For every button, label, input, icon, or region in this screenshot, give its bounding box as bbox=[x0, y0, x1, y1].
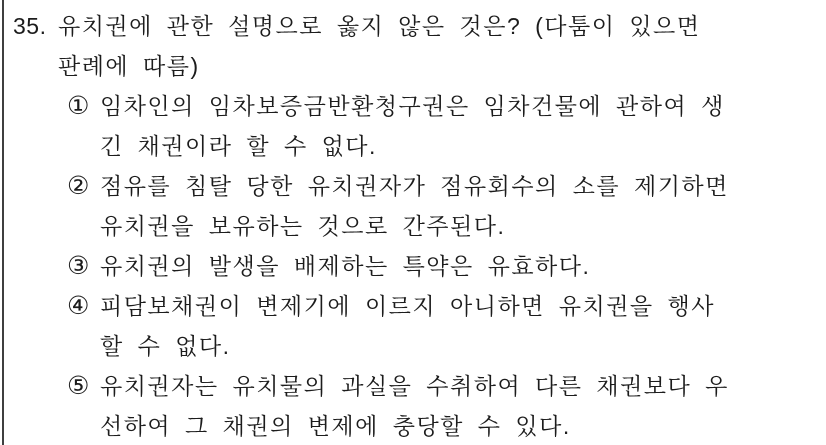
option-2-line-2: 유치권을 보유하는 것으로 간주된다. bbox=[100, 213, 506, 239]
option-3-text bbox=[100, 246, 729, 286]
question-text-line-2: 판례에 따름) bbox=[58, 53, 200, 79]
option-4[interactable] bbox=[67, 286, 729, 366]
option-3-line-1: 유치권의 발생을 배제하는 특약은 유효하다. bbox=[100, 253, 591, 279]
option-1-line-1: 임차인의 임차보증금반환청구권은 임차건물에 관하여 생 bbox=[100, 93, 725, 119]
option-5-text bbox=[100, 366, 729, 445]
option-5-line-2: 선하여 그 채권의 변제에 충당할 수 있다. bbox=[100, 413, 571, 439]
option-1-line-2: 긴 채권이라 할 수 없다. bbox=[100, 133, 377, 159]
answer-options bbox=[67, 86, 729, 445]
option-5[interactable] bbox=[67, 366, 729, 445]
option-2-circled-number: ② bbox=[67, 172, 90, 200]
option-2-line-1: 점유를 침탈 당한 유치권자가 점유회수의 소를 제기하면 bbox=[100, 173, 729, 199]
option-3-circled-number: ③ bbox=[67, 252, 90, 280]
option-4-line-1: 피담보채권이 변제기에 이르지 아니하면 유치권을 행사 bbox=[100, 293, 715, 319]
question-text bbox=[58, 6, 700, 86]
option-5-line-1: 유치권자는 유치물의 과실을 수취하여 다른 채권보다 우 bbox=[100, 373, 729, 399]
option-1-text bbox=[100, 86, 729, 166]
question-number: 35. bbox=[13, 13, 47, 39]
option-4-line-2: 할 수 없다. bbox=[100, 333, 231, 359]
left-column-rule bbox=[2, 0, 4, 445]
option-2-text bbox=[100, 166, 729, 246]
question-text-line-1: 유치권에 관한 설명으로 옳지 않은 것은? (다툼이 있으면 bbox=[58, 13, 701, 39]
option-2[interactable] bbox=[67, 166, 729, 246]
option-1-circled-number: ① bbox=[67, 92, 90, 120]
option-4-text bbox=[100, 286, 729, 366]
option-4-circled-number: ④ bbox=[67, 292, 90, 320]
option-3[interactable] bbox=[67, 246, 729, 286]
option-1[interactable] bbox=[67, 86, 729, 166]
option-5-circled-number: ⑤ bbox=[67, 372, 90, 400]
